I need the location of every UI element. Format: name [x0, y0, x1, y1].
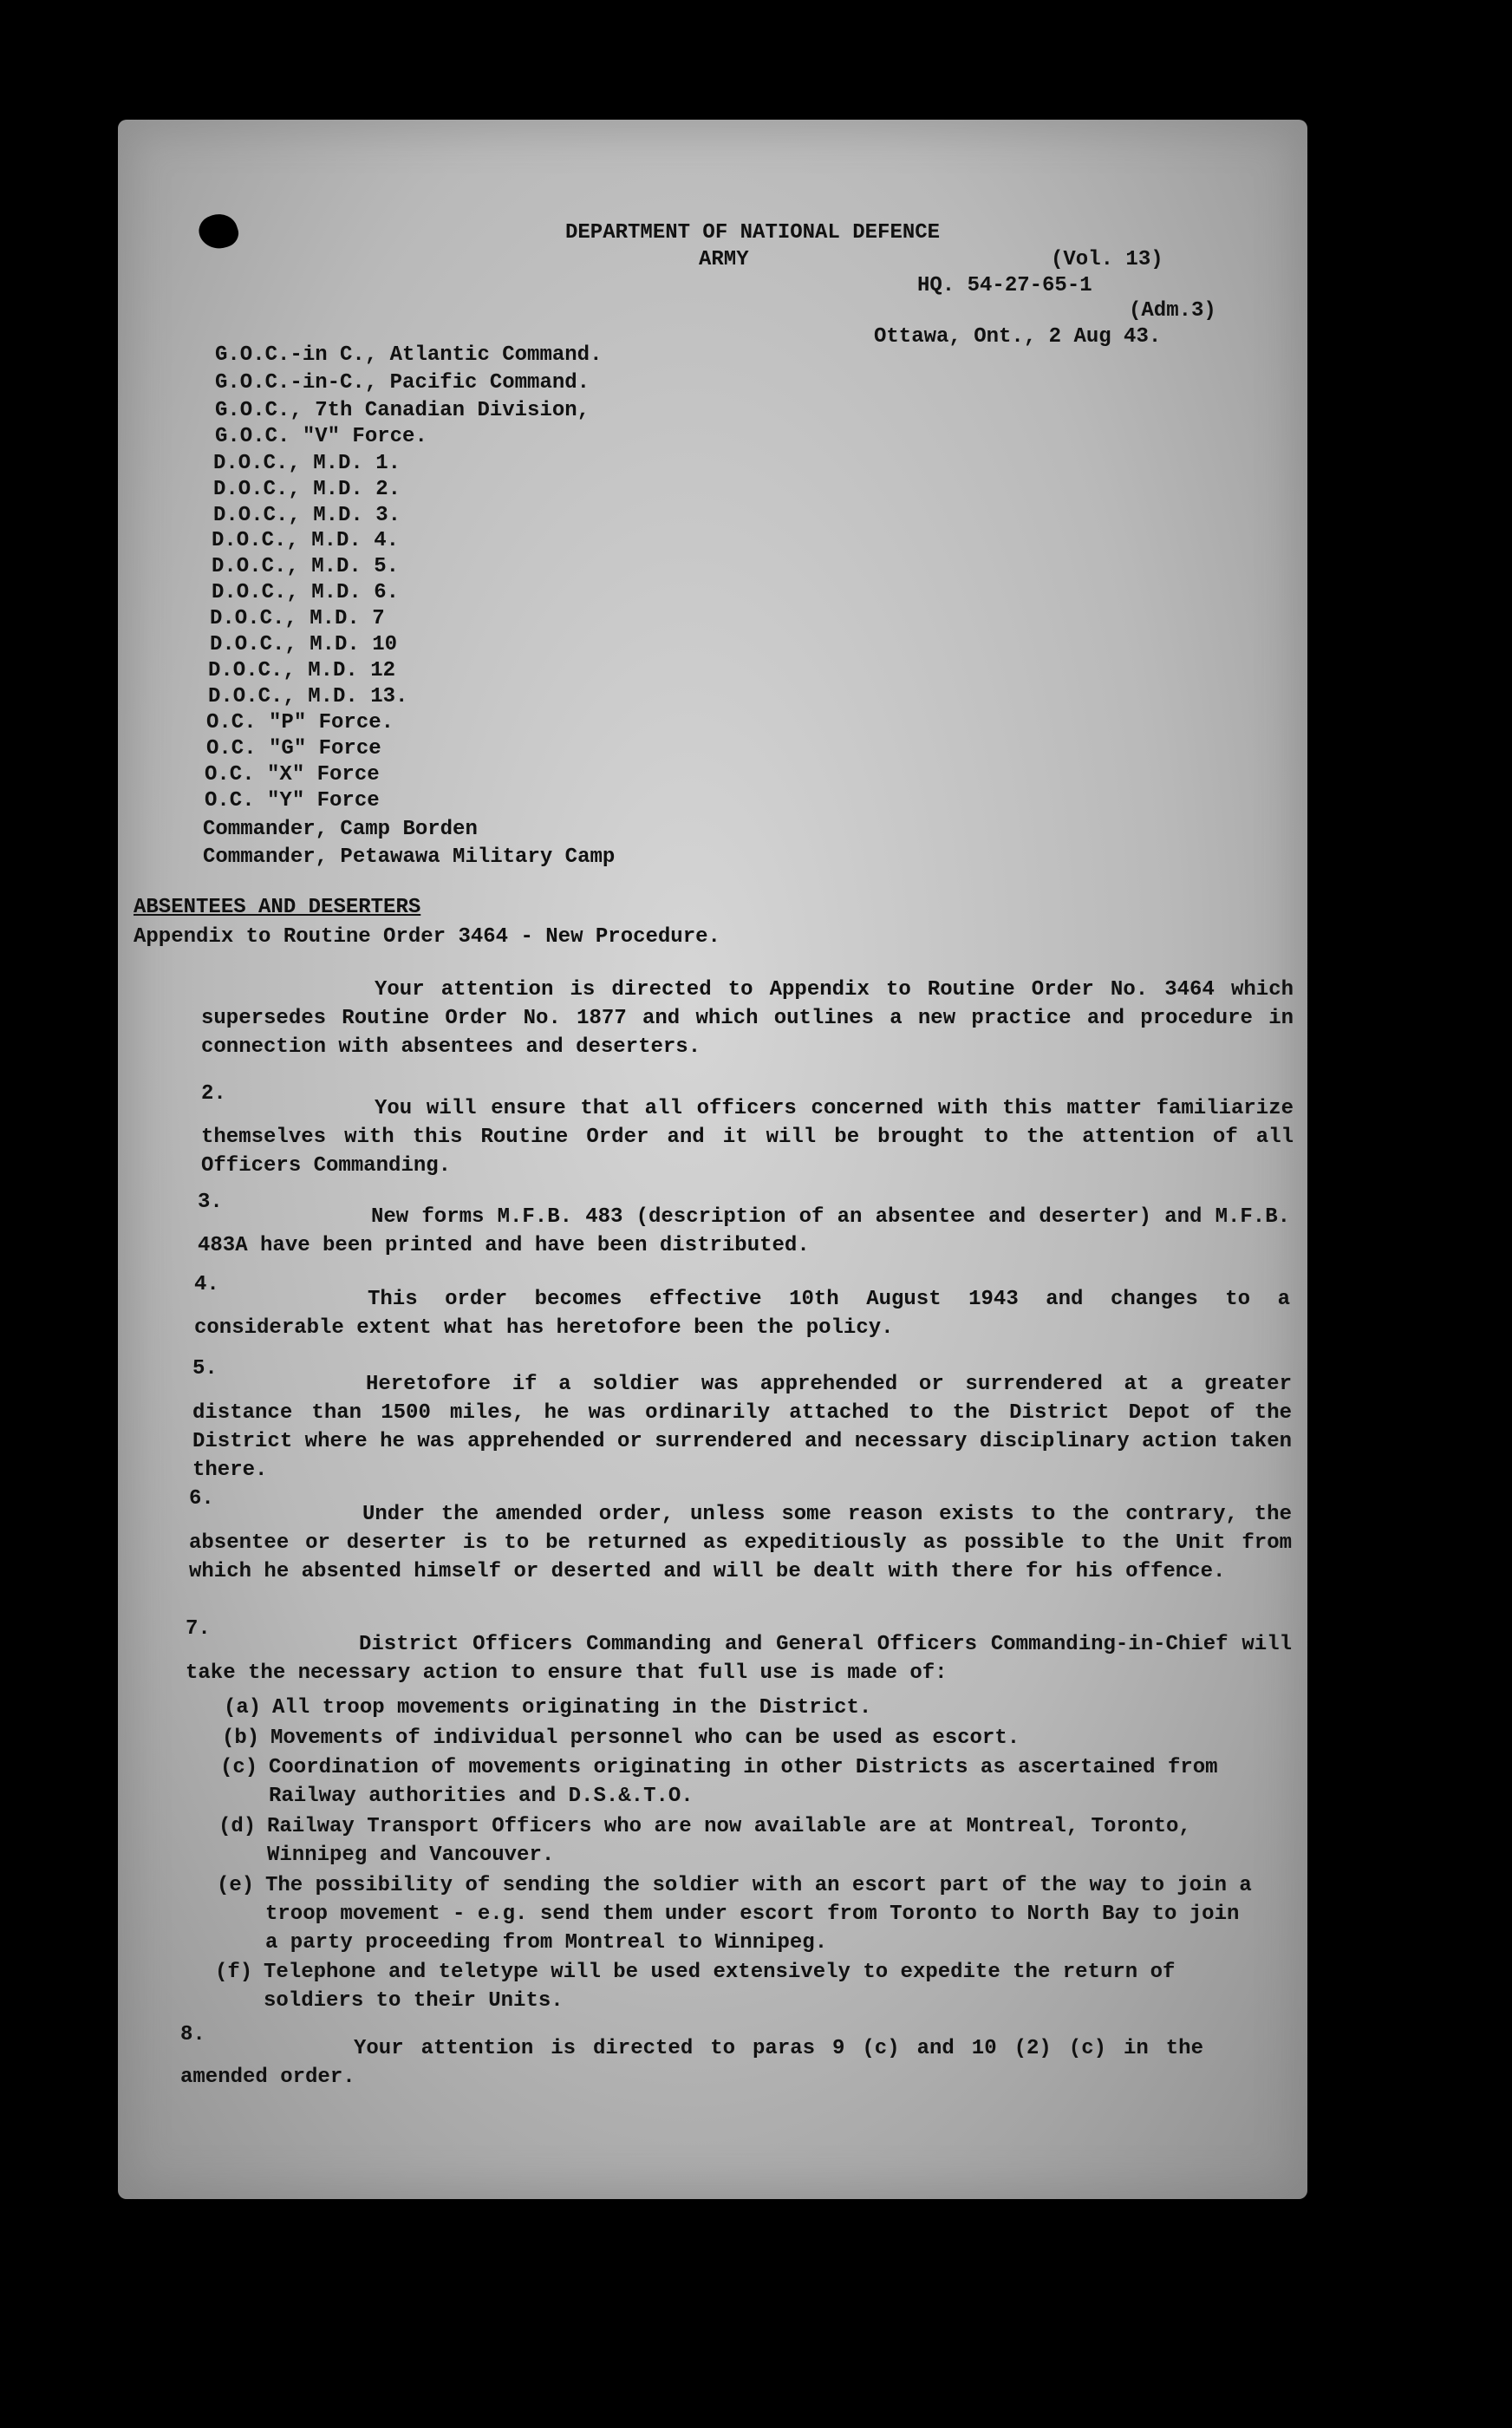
item-label: (b) [222, 1726, 260, 1750]
paragraph-7: District Officers Commanding and General Officers Commanding-in-Chief will take the necessary action to ensure that full use is made of: [186, 1633, 1292, 1685]
addressee: Commander, Camp Borden [203, 818, 478, 841]
item-text: Coordination of movements originating in other Districts as ascertained from Railway authorities and D.S.&.T.O. [269, 1756, 1218, 1808]
paragraph-number: 7. [186, 1617, 211, 1641]
paragraph-4: This order becomes effective 10th August 1943 and changes to a considerable extent what has heretofore been the policy. [194, 1288, 1290, 1340]
addressee: G.O.C., 7th Canadian Division, [215, 399, 590, 422]
file-number: HQ. 54-27-65-1 [917, 274, 1092, 297]
item-label: (a) [224, 1696, 262, 1720]
paragraph-6: Under the amended order, unless some reason exists to the contrary, the absentee or deserter is to be returned as expeditiously as possible to the Unit from which he absented himself or deserted and will be dealt with there for his offence. [189, 1503, 1292, 1583]
addressee: D.O.C., M.D. 7 [210, 607, 385, 630]
place-date: Ottawa, Ont., 2 Aug 43. [874, 325, 1162, 349]
paragraph-number: 3. [198, 1191, 223, 1214]
paragraph-number: 6. [189, 1487, 214, 1511]
paragraph-2: You will ensure that all officers concerned with this matter familiarize themselves with this Routine Order and it will be brought to the attention of all Officers Commanding. [201, 1097, 1294, 1178]
department-title: DEPARTMENT OF NATIONAL DEFENCE [565, 221, 941, 245]
adm-ref: (Adm.3) [1129, 299, 1216, 323]
paragraph-8: Your attention is directed to paras 9 (c) and 10 (2) (c) in the amended order. [180, 2037, 1203, 2089]
subject-line: Appendix to Routine Order 3464 - New Procedure. [134, 925, 720, 949]
addressee: D.O.C., M.D. 4. [212, 529, 400, 552]
addressee: O.C. "Y" Force [205, 789, 380, 813]
addressee: D.O.C., M.D. 3. [213, 504, 401, 527]
addressee: D.O.C., M.D. 2. [213, 478, 401, 501]
item-label: (c) [220, 1756, 258, 1779]
addressee: Commander, Petawawa Military Camp [203, 845, 616, 869]
paragraph-5: Heretofore if a soldier was apprehended or surrendered at a greater distance than 1500 miles, he was ordinarily attached to the District Depot of the District where he was apprehended or surrendered and necessary disciplinary action taken there. [192, 1373, 1292, 1482]
addressee: O.C. "G" Force [206, 737, 381, 760]
item-text: All troop movements originating in the District. [272, 1696, 872, 1720]
item-text: Movements of individual personnel who can be used as escort. [270, 1726, 1020, 1750]
addressee: D.O.C., M.D. 12 [208, 659, 396, 682]
branch-title: ARMY [699, 248, 749, 271]
paragraph-3: New forms M.F.B. 483 (description of an absentee and deserter) and M.F.B. 483A have been printed and have been distributed. [198, 1205, 1290, 1257]
paragraph-1: Your attention is directed to Appendix to Routine Order No. 3464 which supersedes Routine Order No. 1877 and which outlines a new practice and procedure in connection with absentees and deserters. [201, 978, 1294, 1059]
addressee: O.C. "X" Force [205, 763, 380, 786]
addressee: G.O.C.-in-C., Pacific Command. [215, 371, 590, 395]
item-text: Railway Transport Officers who are now available are at Montreal, Toronto, Winnipeg and Vancouver. [267, 1815, 1191, 1867]
paragraph-number: 5. [192, 1357, 218, 1380]
addressee: G.O.C.-in C., Atlantic Command. [215, 343, 603, 367]
addressee: D.O.C., M.D. 6. [212, 581, 400, 604]
addressee: D.O.C., M.D. 5. [212, 555, 400, 578]
addressee: D.O.C., M.D. 10 [210, 633, 398, 656]
item-label: (d) [218, 1815, 257, 1838]
paragraph-number: 4. [194, 1273, 219, 1296]
paragraph-number: 8. [180, 2023, 205, 2046]
item-label: (f) [215, 1961, 253, 1984]
subject-heading: ABSENTEES AND DESERTERS [134, 896, 421, 919]
paragraph-number: 2. [201, 1082, 226, 1106]
item-text: Telephone and teletype will be used extensively to expedite the return of soldiers to their Units. [264, 1961, 1176, 2013]
item-text: The possibility of sending the soldier with an escort part of the way to join a troop movement - e.g. send them under escort from Toronto to North Bay to join a party proceeding from Montreal to Winnipeg. [265, 1874, 1252, 1955]
addressee: O.C. "P" Force. [206, 711, 394, 734]
addressee: D.O.C., M.D. 1. [213, 452, 401, 475]
volume-ref: (Vol. 13) [1051, 248, 1163, 271]
addressee: D.O.C., M.D. 13. [208, 685, 408, 708]
addressee: G.O.C. "V" Force. [215, 425, 427, 448]
item-label: (e) [217, 1874, 255, 1897]
